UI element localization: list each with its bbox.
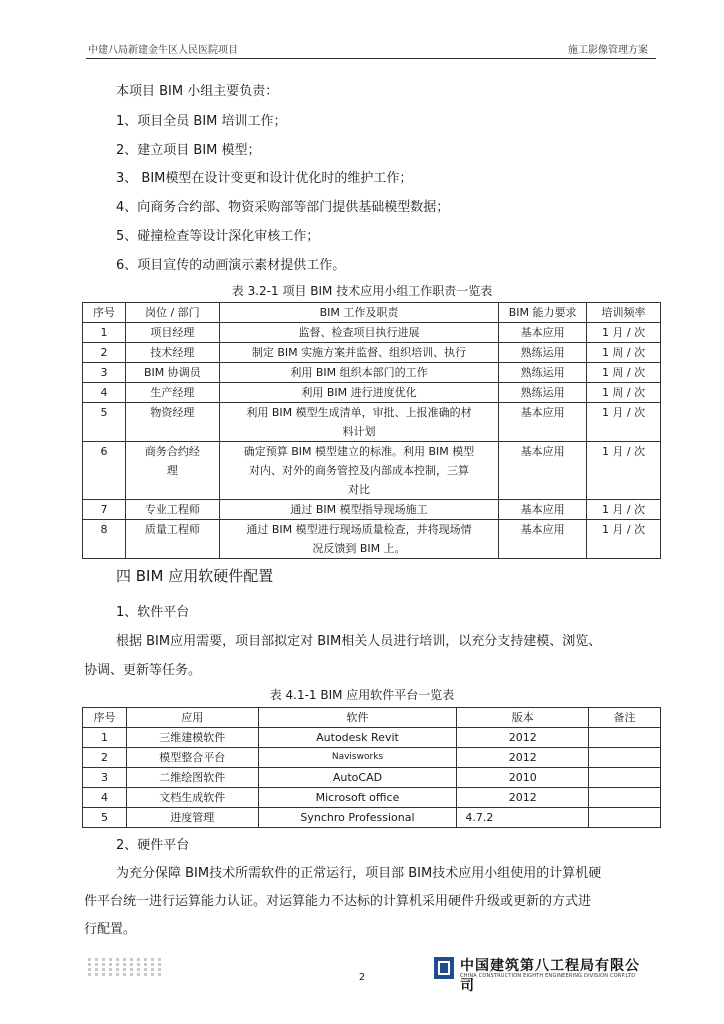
hardware-paragraph-line: 行配置。	[84, 922, 137, 937]
cell-no: 8	[83, 520, 126, 559]
header-cell: 应用	[126, 708, 258, 728]
cell-freq: 1 月 / 次	[587, 323, 661, 343]
cell-app: 三维建模软件	[126, 728, 258, 748]
cell-software: Autodesk Revit	[258, 728, 457, 748]
header-doc-title: 施工影像管理方案	[568, 45, 648, 56]
cell-duty	[219, 442, 498, 500]
section-heading: 四 BIM 应用软硬件配置	[116, 567, 274, 585]
cell-version: 2012	[457, 728, 589, 748]
cell-duty	[219, 520, 498, 559]
table-row	[83, 343, 661, 363]
cell-req: 熟练运用	[499, 363, 587, 383]
header-cell: 序号	[83, 303, 126, 323]
cell-app: 二维绘图软件	[126, 768, 258, 788]
cell-software: Navisworks	[258, 748, 457, 768]
cell-duty-line: 通过 BIM 模型进行现场质量检查，并将现场情	[246, 523, 472, 536]
cell-no: 2	[83, 343, 126, 363]
table2-caption: 表 4.1-1 BIM 应用软件平台一览表	[269, 688, 455, 702]
duty-item: 5、碰撞检查等设计深化审核工作；	[116, 229, 320, 244]
cell-duty	[219, 403, 498, 442]
table-row	[83, 403, 661, 442]
hardware-paragraph-line: 为充分保障 BIM技术所需软件的正常运行，项目部 BIM技术应用小组使用的计算机硬	[116, 866, 602, 881]
cell-freq: 1 周 / 次	[587, 343, 661, 363]
duty-item: 6、项目宣传的动画演示素材提供工作。	[116, 258, 346, 273]
cell-no: 1	[83, 728, 127, 748]
cell-app: 进度管理	[126, 808, 258, 828]
company-name-en: CHINA CONSTRUCTION EIGHTH ENGINEERING DIVISION CORP.LTD	[460, 973, 636, 979]
duty-item: 4、向商务合约部、物资采购部等部门提供基础模型数据；	[116, 200, 450, 215]
cell-no: 5	[83, 808, 127, 828]
cell-no: 1	[83, 323, 126, 343]
cell-note	[589, 768, 661, 788]
table-row	[83, 520, 661, 559]
cell-duty-line: 况反馈到 BIM 上。	[312, 542, 406, 555]
cell-no: 2	[83, 748, 127, 768]
cell-no: 4	[83, 383, 126, 403]
cell-role-line: 理	[166, 464, 178, 477]
duty-item: 2、建立项目 BIM 模型；	[116, 143, 261, 158]
cell-req: 基本应用	[499, 520, 587, 559]
cell-version: 2012	[457, 788, 589, 808]
header-cell: 软件	[258, 708, 457, 728]
intro-paragraph: 本项目 BIM 小组主要负责：	[116, 84, 279, 99]
cell-role	[125, 442, 219, 500]
cell-freq: 1 月 / 次	[587, 442, 661, 500]
cell-note	[589, 788, 661, 808]
table-row	[83, 383, 661, 403]
cell-app: 模型整合平台	[126, 748, 258, 768]
cell-version: 2012	[457, 748, 589, 768]
cell-role: 质量工程师	[125, 520, 219, 559]
cell-note	[589, 808, 661, 828]
cell-duty: 利用 BIM 组织本部门的工作	[219, 363, 498, 383]
cell-no: 5	[83, 403, 126, 442]
cell-role-line: 商务合约经	[144, 445, 200, 458]
table-header-row	[83, 708, 661, 728]
cell-freq: 1 周 / 次	[587, 383, 661, 403]
cell-duty: 制定 BIM 实施方案并监督、组织培训、执行	[219, 343, 498, 363]
cell-role: 生产经理	[125, 383, 219, 403]
page-number: 2	[358, 972, 366, 983]
cell-freq: 1 月 / 次	[587, 520, 661, 559]
duty-item: 1、项目全员 BIM 培训工作；	[116, 114, 287, 129]
table-row	[83, 500, 661, 520]
cell-duty-line: 确定预算 BIM 模型建立的标准。利用 BIM 模型	[243, 445, 475, 458]
cell-role: 项目经理	[125, 323, 219, 343]
table-header-row	[83, 303, 661, 323]
header-project-name: 中建八局新建金牛区人民医院项目	[88, 45, 238, 56]
header-cell: BIM 能力要求	[499, 303, 587, 323]
cell-software: Microsoft office	[258, 788, 457, 808]
page-header	[86, 38, 656, 59]
table-row	[83, 323, 661, 343]
cell-no: 3	[83, 363, 126, 383]
cell-duty-line: 对比	[348, 483, 370, 496]
table-row	[83, 363, 661, 383]
cell-software: Synchro Professional	[258, 808, 457, 828]
cell-duty-line: 对内、对外的商务管控及内部成本控制，三算	[249, 464, 469, 477]
table1-caption: 表 3.2-1 项目 BIM 技术应用小组工作职责一览表	[231, 284, 493, 298]
software-paragraph-line: 协调、更新等任务。	[84, 663, 202, 678]
header-cell: BIM 工作及职责	[219, 303, 498, 323]
cell-req: 基本应用	[499, 323, 587, 343]
company-logo-icon	[434, 957, 454, 979]
duty-item: 3、 BIM模型在设计变更和设计优化时的维护工作；	[116, 171, 413, 186]
cell-freq: 1 月 / 次	[587, 403, 661, 442]
cell-version: 2010	[457, 768, 589, 788]
company-logo	[434, 955, 650, 994]
table-row	[83, 442, 661, 500]
cell-freq: 1 月 / 次	[587, 500, 661, 520]
cell-no: 7	[83, 500, 126, 520]
cell-req: 熟练运用	[499, 343, 587, 363]
software-paragraph-line: 根据 BIM应用需要，项目部拟定对 BIM相关人员进行培训，以充分支持建模、浏览、	[116, 634, 602, 649]
cell-no: 4	[83, 788, 127, 808]
cell-role: 物资经理	[125, 403, 219, 442]
table-row	[83, 788, 661, 808]
company-name-cn: 中国建筑第八工程局有限公司	[460, 958, 640, 994]
cell-role: 专业工程师	[125, 500, 219, 520]
cell-note	[589, 748, 661, 768]
subheading-software: 1、软件平台	[116, 605, 190, 620]
cell-no: 6	[83, 442, 126, 500]
software-table	[82, 707, 661, 828]
cell-duty-line: 料计划	[342, 425, 376, 438]
cell-version: 4.7.2	[457, 808, 589, 828]
table-row	[83, 748, 661, 768]
cell-duty: 利用 BIM 进行进度优化	[219, 383, 498, 403]
cell-req: 基本应用	[499, 403, 587, 442]
cell-no: 3	[83, 768, 127, 788]
table-row	[83, 728, 661, 748]
cell-software: AutoCAD	[258, 768, 457, 788]
cell-app: 文档生成软件	[126, 788, 258, 808]
hardware-paragraph-line: 件平台统一进行运算能力认证。对运算能力不达标的计算机采用硬件升级或更新的方式进	[84, 894, 592, 909]
cell-duty-line: 利用 BIM 模型生成清单，审批、上报准确的材	[246, 406, 472, 419]
cell-note	[589, 728, 661, 748]
cell-role: 技术经理	[125, 343, 219, 363]
subheading-hardware: 2、硬件平台	[116, 838, 190, 853]
header-cell: 培训频率	[587, 303, 661, 323]
cell-req: 熟练运用	[499, 383, 587, 403]
cell-req: 基本应用	[499, 442, 587, 500]
cell-duty: 通过 BIM 模型指导现场施工	[219, 500, 498, 520]
cell-freq: 1 周 / 次	[587, 363, 661, 383]
table-row	[83, 768, 661, 788]
cell-duty: 监督、检查项目执行进展	[219, 323, 498, 343]
cell-role: BIM 协调员	[125, 363, 219, 383]
table-row	[83, 808, 661, 828]
cell-req: 基本应用	[499, 500, 587, 520]
header-cell: 岗位 / 部门	[125, 303, 219, 323]
header-cell: 备注	[589, 708, 661, 728]
duties-table	[82, 302, 661, 559]
header-cell: 序号	[83, 708, 127, 728]
header-cell: 版本	[457, 708, 589, 728]
